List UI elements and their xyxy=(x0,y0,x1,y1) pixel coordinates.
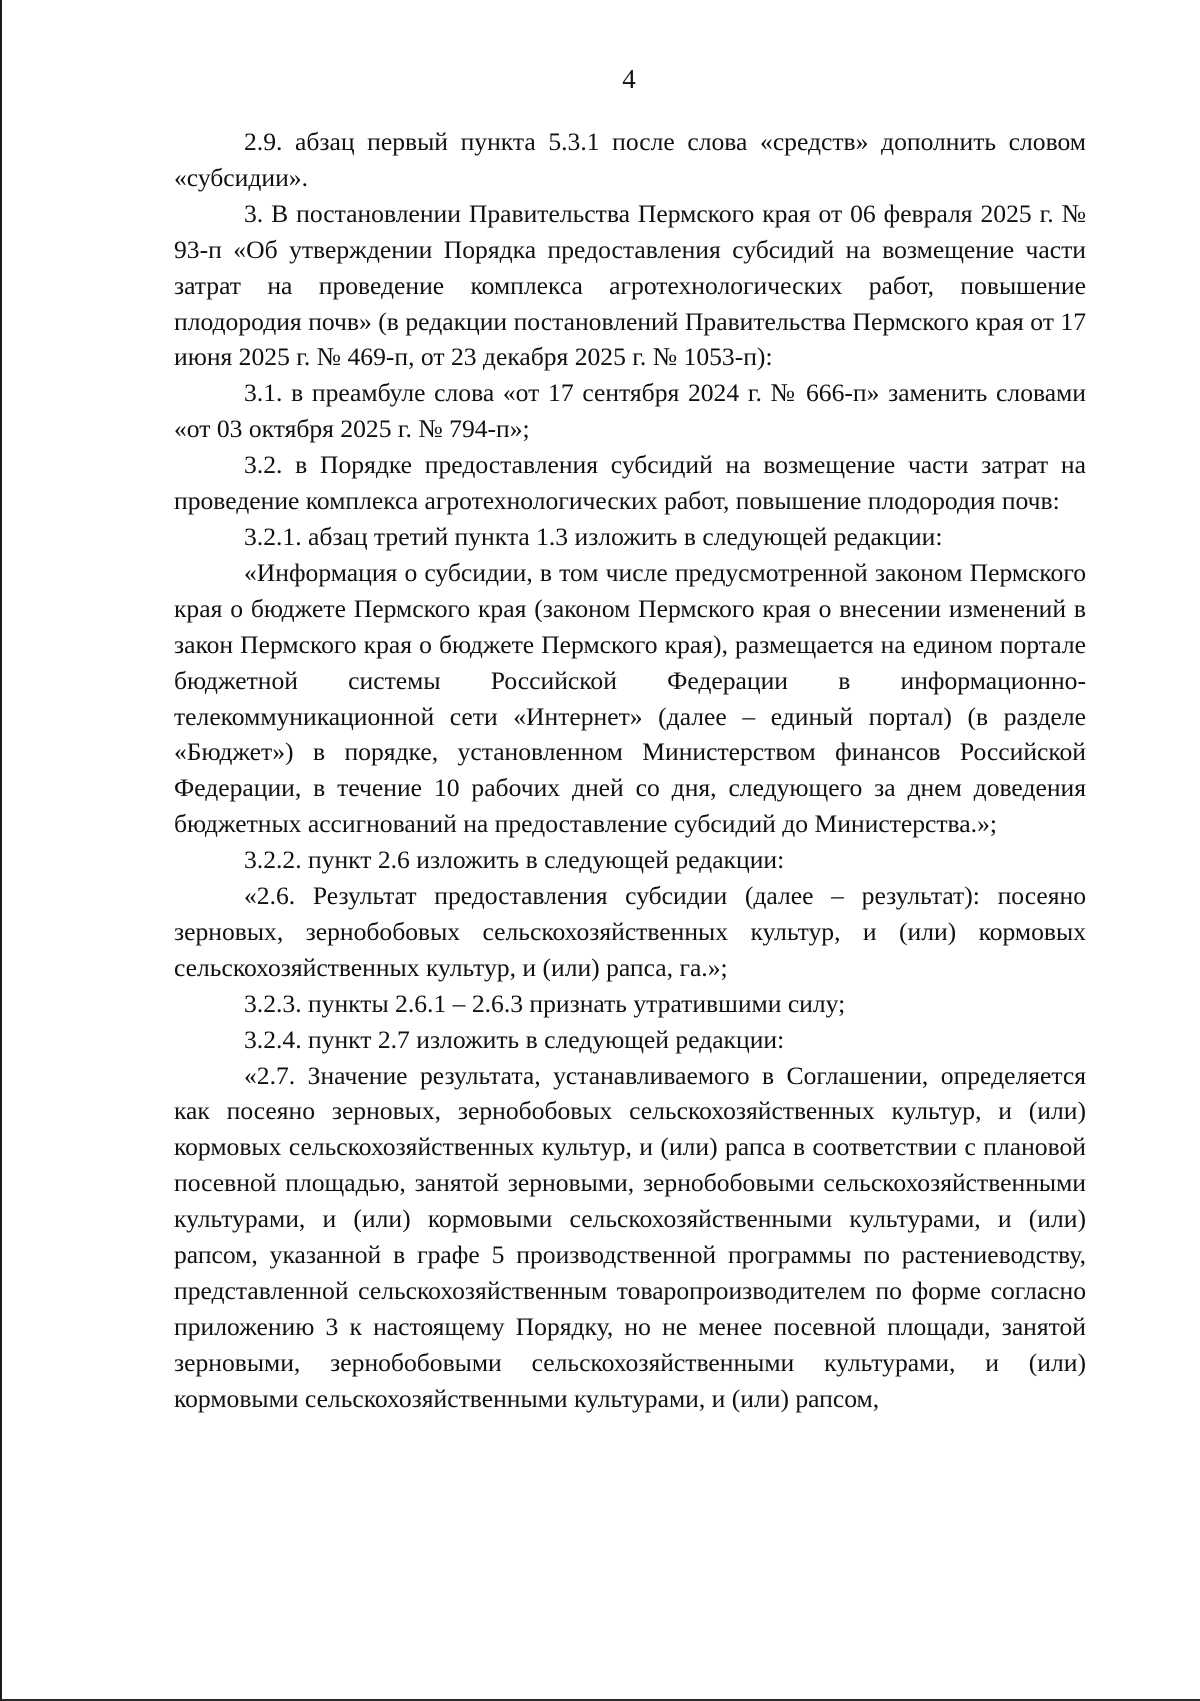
paragraph-3-2: 3.2. в Порядке предоставления субсидий на возмещение части затрат на проведение комплекса агротехнологических работ, повышение плодородия почв: xyxy=(174,450,1086,516)
paragraph-2-7-quote: «2.7. Значение результата, устанавливаемого в Соглашении, определяется как посеяно зерновых, зернобобовых сельскохозяйственных культур, и (или) кормовых сельскохозяйственных культур, и (или) рапса в соответствии с плановой посевной площадью, занятой зерновыми, зернобобовыми сельскохозяйственными культурами, и (или) кормовыми сельскохозяйственными культурами, и (или) рапсом, указанной в графе 5 производственной программы по растениеводству, представленной сельскохозяйственным товаропроизводителем по форме согласно приложению 3 к настоящему Порядку, но не менее посевной площади, занятой зерновыми, зернобобовыми сельскохозяйственными культурами, и (или) кормовыми сельскохозяйственными культурами, и (или) рапсом, xyxy=(174,1060,1086,1413)
page-number: 4 xyxy=(622,64,636,94)
paragraph-3-2-4: 3.2.4. пункт 2.7 изложить в следующей редакции: xyxy=(244,1024,785,1054)
paragraph-3-2-1: 3.2.1. абзац третий пункта 1.3 изложить в следующей редакции: xyxy=(244,521,943,551)
paragraph-2-9: 2.9. абзац первый пункта 5.3.1 после слова «средств» дополнить словом «субсидии». xyxy=(174,127,1086,192)
scan-edge-left xyxy=(0,0,2,1701)
paragraph-3-2-2: 3.2.2. пункт 2.6 изложить в следующей редакции: xyxy=(244,845,785,875)
paragraph-3-1: 3.1. в преамбуле слова «от 17 сентября 2024 г. № 666-п» заменить словами «от 03 октября 2025 г. № 794-п»; xyxy=(174,378,1086,444)
paragraph-3: 3. В постановлении Правительства Пермского края от 06 февраля 2025 г. № 93-п «Об утверждении Порядка предоставления субсидий на возмещение части затрат на проведение комплекса агротехнологических работ, повышение плодородия почв» (в редакции постановлений Правительства Пермского края от 17 июня 2025 г. № 469-п, от 23 декабря 2025 г. № 1053-п): xyxy=(174,198,1086,372)
paragraph-subsidy-info-quote: «Информация о субсидии, в том числе предусмотренной законом Пермского края о бюджете Пермского края (законом Пермского края о внесении изменений в закон Пермского края о бюджете Пермского края), размещается на едином портале бюджетной системы Российской Федерации в информационно-телекоммуникационной сети «Интернет» (далее – единый портал) (в разделе «Бюджет») в порядке, установленном Министерством финансов Российской Федерации, в течение 10 рабочих дней со дня, следующего за днем доведения бюджетных ассигнований на предоставление субсидий до Министерства.»; xyxy=(174,557,1086,839)
paragraph-3-2-3: 3.2.3. пункты 2.6.1 – 2.6.3 признать утратившими силу; xyxy=(244,988,846,1018)
document-body xyxy=(174,124,1086,1417)
paragraph-2-6-quote: «2.6. Результат предоставления субсидии (далее – результат): посеяно зерновых, зернобобовых сельскохозяйственных культур, и (или) кормовых сельскохозяйственных культур, и (или) рапса, га.»; xyxy=(174,881,1086,982)
